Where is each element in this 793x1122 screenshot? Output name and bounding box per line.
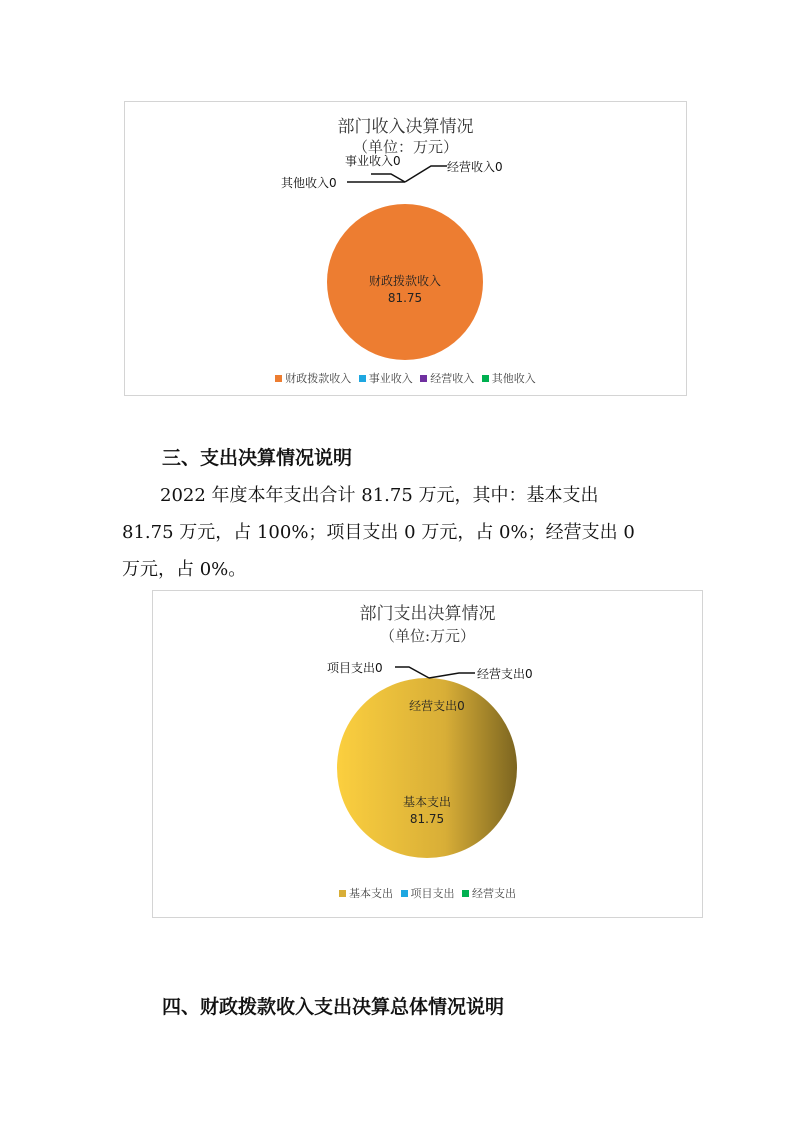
legend-label: 经营支出 xyxy=(472,887,516,900)
label-jiben-value: 81.75 xyxy=(409,812,445,826)
legend-label: 基本支出 xyxy=(349,887,393,900)
legend-item xyxy=(482,370,536,386)
expense-pie-chart xyxy=(152,590,703,918)
leader-line-xiangmu xyxy=(395,667,429,678)
legend-item xyxy=(339,885,393,901)
label-jingying: 经营支出0 xyxy=(477,667,533,681)
legend-item xyxy=(462,885,516,901)
chart-legend xyxy=(125,370,686,386)
chart-title: 部门支出决算情况 xyxy=(359,604,496,624)
label-caizheng-value: 81.75 xyxy=(387,291,423,305)
label-inner-jingying: 经营支出0 xyxy=(409,699,465,713)
income-pie-svg xyxy=(125,102,686,395)
label-jingying: 经营收入0 xyxy=(447,160,503,174)
label-jiben xyxy=(377,793,477,826)
label-xiangmu: 项目支出0 xyxy=(327,661,383,675)
expense-pie-svg xyxy=(153,591,702,917)
chart-title: 部门收入决算情况 xyxy=(337,117,474,137)
legend-label: 项目支出 xyxy=(410,887,455,900)
legend-label: 财政拨款收入 xyxy=(285,372,352,385)
paragraph-line: 2022 年度本年支出合计 81.75 万元，其中：基本支出 xyxy=(160,485,599,506)
leader-line-shiye xyxy=(371,174,405,182)
label-caizheng xyxy=(345,272,465,305)
section-paragraph xyxy=(122,477,682,588)
paragraph-line: 万元，占 0%。 xyxy=(122,559,247,580)
leader-line-jingying xyxy=(405,166,447,182)
label-qita: 其他收入0 xyxy=(281,176,337,190)
legend-label: 事业收入 xyxy=(368,372,413,385)
legend-item xyxy=(401,885,455,901)
income-pie-chart xyxy=(124,101,687,396)
legend-label: 经营收入 xyxy=(430,372,475,385)
chart-legend xyxy=(153,885,702,901)
legend-item xyxy=(359,370,413,386)
section-heading: 四、财政拨款收入支出决算总体情况说明 xyxy=(162,996,505,1018)
label-jiben-name: 基本支出 xyxy=(402,795,451,809)
paragraph-line: 81.75 万元，占 100%；项目支出 0 万元，占 0%；经营支出 0 xyxy=(122,522,635,543)
label-caizheng-name: 财政拨款收入 xyxy=(368,274,441,288)
chart-subtitle: （单位：万元） xyxy=(352,138,458,156)
chart-subtitle: （单位:万元） xyxy=(379,627,476,645)
section-heading: 三、支出决算情况说明 xyxy=(162,447,353,469)
legend-item xyxy=(420,370,474,386)
label-shiye: 事业收入0 xyxy=(345,154,401,168)
legend-label: 其他收入 xyxy=(491,372,536,385)
leader-line-jingying xyxy=(429,673,475,678)
legend-item xyxy=(275,370,351,386)
